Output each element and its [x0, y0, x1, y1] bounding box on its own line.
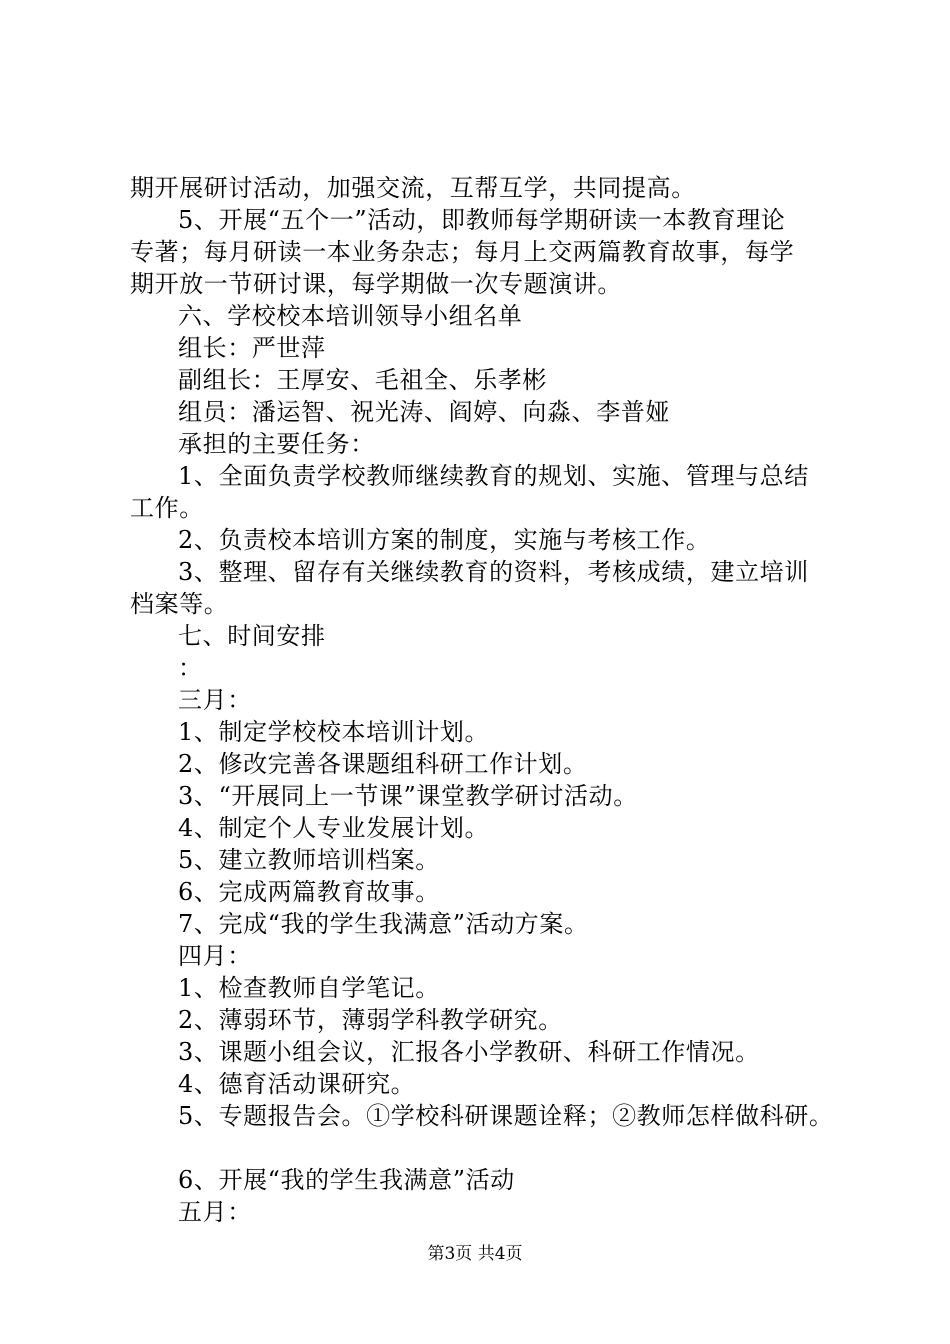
text-line: 六、学校校本培训领导小组名单	[178, 302, 523, 330]
text-line: ：	[178, 654, 203, 682]
text-line: 3、课题小组会议，汇报各小学教研、科研工作情况。	[178, 1038, 760, 1066]
text-line: 4、德育活动课研究。	[178, 1070, 416, 1098]
text-line: 6、开展“我的学生我满意”活动	[178, 1166, 515, 1194]
text-line: 承担的主要任务：	[178, 430, 375, 458]
text-line: 组员：潘运智、祝光涛、阎婷、向淼、李普娅	[178, 398, 670, 426]
text-line: 七、时间安排	[178, 622, 326, 650]
text-line: 2、修改完善各课题组科研工作计划。	[178, 750, 588, 778]
text-line: 1、检查教师自学笔记。	[178, 974, 440, 1002]
text-line: 专著；每月研读一本业务杂志；每月上交两篇教育故事，每学	[130, 238, 795, 266]
text-line: 5、专题报告会。①学校科研课题诠释；②教师怎样做科研。	[178, 1102, 834, 1130]
text-line: 期开放一节研讨课，每学期做一次专题演讲。	[130, 270, 622, 298]
text-line: 5、开展“五个一”活动，即教师每学期研读一本教育理论	[178, 206, 786, 234]
text-line: 3、“开展同上一节课”课堂教学研讨活动。	[178, 782, 638, 810]
text-line	[130, 1132, 850, 1164]
text-line: 五月：	[178, 1198, 252, 1226]
text-line: 副组长：王厚安、毛祖全、乐孝彬	[178, 366, 547, 394]
text-line: 6、完成两篇教育故事。	[178, 878, 440, 906]
text-line: 四月：	[178, 942, 252, 970]
text-line: 三月：	[178, 686, 252, 714]
text-line: 期开展研讨活动，加强交流，互帮互学，共同提高。	[130, 174, 696, 202]
text-line: 1、制定学校校本培训计划。	[178, 718, 490, 746]
page-footer: 第3页 共4页	[427, 1244, 523, 1264]
text-line: 7、完成“我的学生我满意”活动方案。	[178, 910, 589, 938]
text-line: 5、建立教师培训档案。	[178, 846, 440, 874]
document-body	[130, 172, 850, 1228]
text-line: 工作。	[130, 494, 204, 522]
text-line: 1、全面负责学校教师继续教育的规划、实施、管理与总结	[178, 462, 809, 490]
text-line: 档案等。	[130, 590, 229, 618]
text-line: 2、薄弱环节，薄弱学科教学研究。	[178, 1006, 563, 1034]
text-line: 4、制定个人专业发展计划。	[178, 814, 490, 842]
text-line: 2、负责校本培训方案的制度，实施与考核工作。	[178, 526, 711, 554]
text-line: 3、整理、留存有关继续教育的资料，考核成绩，建立培训	[178, 558, 809, 586]
text-line: 组长：严世萍	[178, 334, 326, 362]
